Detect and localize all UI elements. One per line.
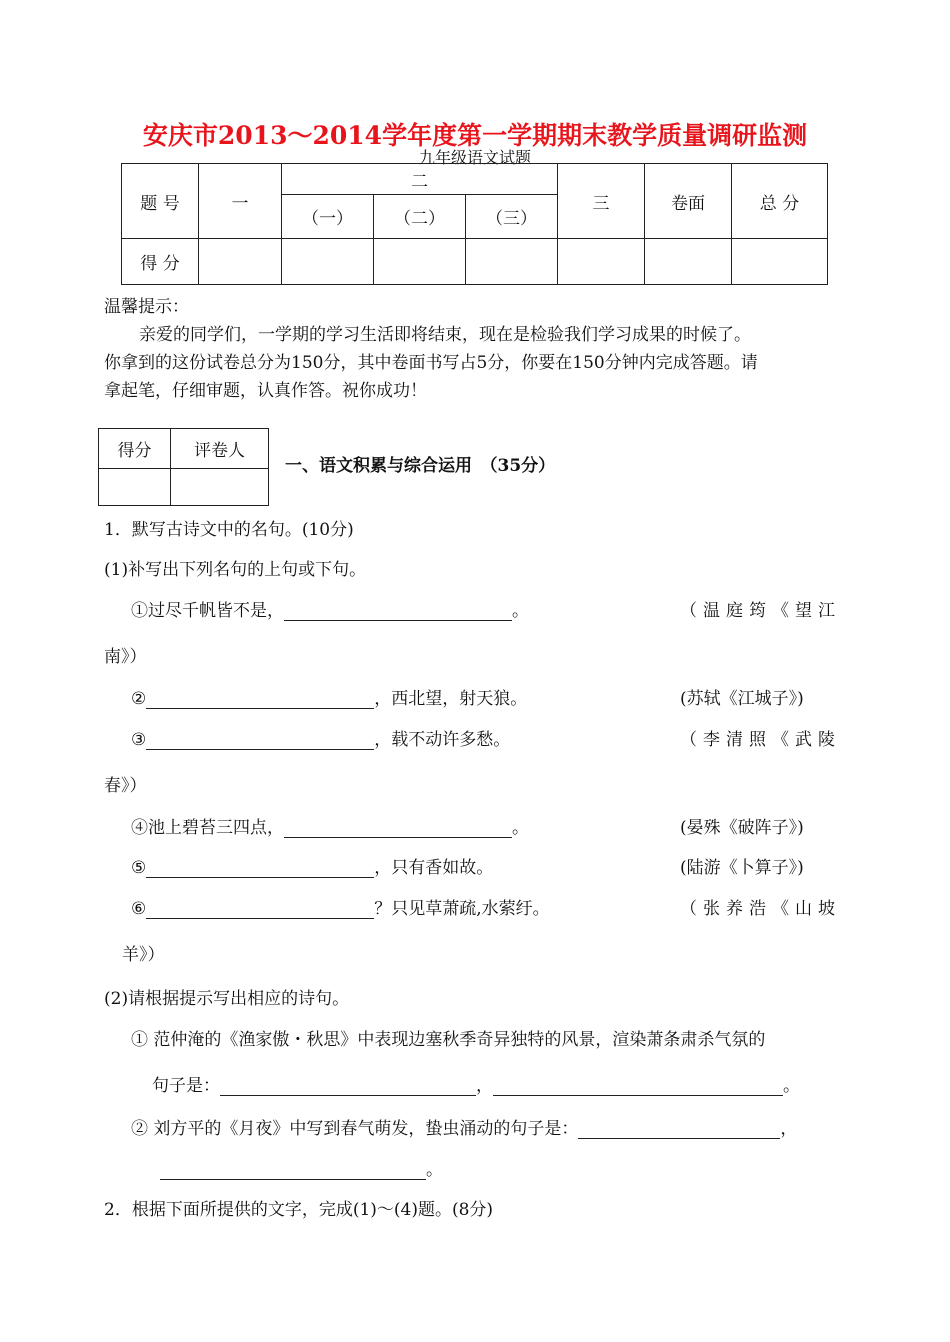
score-cell[interactable] (732, 239, 828, 285)
tips-line: 你拿到的这份试卷总分为150分，其中卷面书写占5分，你要在150分钟内完成答题。请 (104, 353, 758, 373)
answer-blank[interactable] (578, 1120, 780, 1139)
item-number: ① (131, 601, 148, 621)
grader-name-cell[interactable] (171, 469, 269, 506)
col-header-two-sub2: （二） (374, 195, 466, 239)
answer-blank[interactable] (284, 819, 512, 838)
punct: 。 (783, 1076, 800, 1096)
list-item (131, 684, 527, 709)
grader-name-label: 评卷人 (171, 429, 269, 469)
list-item (131, 596, 529, 621)
answer-blank[interactable] (146, 690, 374, 709)
col-header-one: 一 (199, 164, 282, 239)
list-item (131, 853, 493, 878)
question-stem: 1．默写古诗文中的名句。(10分) (104, 520, 354, 540)
score-cell[interactable] (466, 239, 558, 285)
score-table (121, 163, 828, 285)
col-header-total: 总 分 (732, 164, 828, 239)
item-text: ？只见草萧疏,水萦纡。 (374, 899, 550, 919)
item-number: ⑥ (131, 899, 147, 919)
item-source: (晏殊《破阵子》) (680, 818, 804, 838)
list-item (131, 894, 550, 919)
exam-title: 安庆市2013～2014学年度第一学期期末教学质量调研监测 (142, 121, 808, 150)
tips-line: 亲爱的同学们，一学期的学习生活即将结束，现在是检验我们学习成果的时候了。 (139, 325, 751, 345)
list-item (131, 725, 510, 750)
score-cell[interactable] (199, 239, 282, 285)
prompt-line (131, 1114, 797, 1139)
item-number: ② (131, 689, 147, 709)
item-number: ③ (131, 730, 147, 750)
item-source: （温庭筠《望江 (680, 601, 841, 621)
col-header-three: 三 (558, 164, 645, 239)
item-text: ，西北望，射天狼。 (374, 689, 528, 709)
punct: ， (476, 1076, 493, 1096)
col-header-two-sub3: （三） (466, 195, 558, 239)
score-cell[interactable] (282, 239, 374, 285)
item-number: ⑤ (131, 858, 147, 878)
section-heading: 一、语文积累与综合运用 （35分） (285, 456, 556, 476)
score-label: 得 分 (122, 239, 199, 285)
item-source: （李清照《武陵 (680, 730, 841, 750)
answer-blank[interactable] (146, 731, 374, 750)
answer-blank[interactable] (146, 900, 374, 919)
question-stem: 2．根据下面所提供的文字，完成(1)～(4)题。(8分) (104, 1200, 494, 1220)
grader-score-label: 得分 (99, 429, 171, 469)
item-text: 过尽千帆皆不是， (148, 601, 284, 621)
col-header-two-sub1: （一） (282, 195, 374, 239)
item-text: ，只有香如故。 (374, 858, 494, 878)
item-text: 池上碧苔三四点， (148, 818, 284, 838)
item-source-cont: 羊》） (122, 945, 165, 965)
part-stem: (1)补写出下列名句的上句或下句。 (104, 560, 367, 580)
item-source: (苏轼《江城子》) (680, 689, 804, 709)
item-source: （张养浩《山坡 (680, 899, 841, 919)
answer-blank[interactable] (160, 1161, 426, 1180)
exam-subtitle: 九年级语文试题 (418, 148, 531, 167)
prompt-prefix: 句子是： (152, 1076, 220, 1096)
prompt-text: ② 刘方平的《月夜》中写到春气萌发，蛰虫涌动的句子是： (131, 1119, 579, 1139)
col-header-page: 卷面 (645, 164, 732, 239)
punct: ， (780, 1119, 798, 1139)
item-text: 。 (512, 601, 529, 621)
prompt-line (160, 1155, 443, 1180)
part-stem: (2)请根据提示写出相应的诗句。 (104, 989, 350, 1009)
answer-blank[interactable] (146, 859, 374, 878)
tips-line: 拿起笔，仔细审题，认真作答。祝你成功！ (104, 381, 427, 401)
question-number-label: 题 号 (122, 164, 199, 239)
answer-blank[interactable] (493, 1077, 783, 1096)
item-number: ④ (131, 818, 148, 838)
item-source: (陆游《卜算子》) (680, 858, 804, 878)
grader-score-cell[interactable] (99, 469, 171, 506)
col-header-two: 二 (282, 164, 558, 195)
answer-blank[interactable] (220, 1077, 476, 1096)
prompt-line: ① 范仲淹的《渔家傲・秋思》中表现边塞秋季奇异独特的风景，渲染萧条肃杀气氛的 (131, 1030, 766, 1050)
score-cell[interactable] (558, 239, 645, 285)
score-cell[interactable] (374, 239, 466, 285)
list-item (131, 813, 529, 838)
item-text: ，载不动许多愁。 (374, 730, 511, 750)
prompt-line (152, 1071, 800, 1096)
item-text: 。 (512, 818, 529, 838)
tips-heading: 温馨提示： (104, 297, 189, 317)
item-source-cont: 南》） (104, 647, 147, 667)
answer-blank[interactable] (284, 602, 512, 621)
item-source-cont: 春》） (104, 776, 147, 796)
score-cell[interactable] (645, 239, 732, 285)
grader-table (98, 428, 269, 506)
punct: 。 (426, 1160, 443, 1180)
